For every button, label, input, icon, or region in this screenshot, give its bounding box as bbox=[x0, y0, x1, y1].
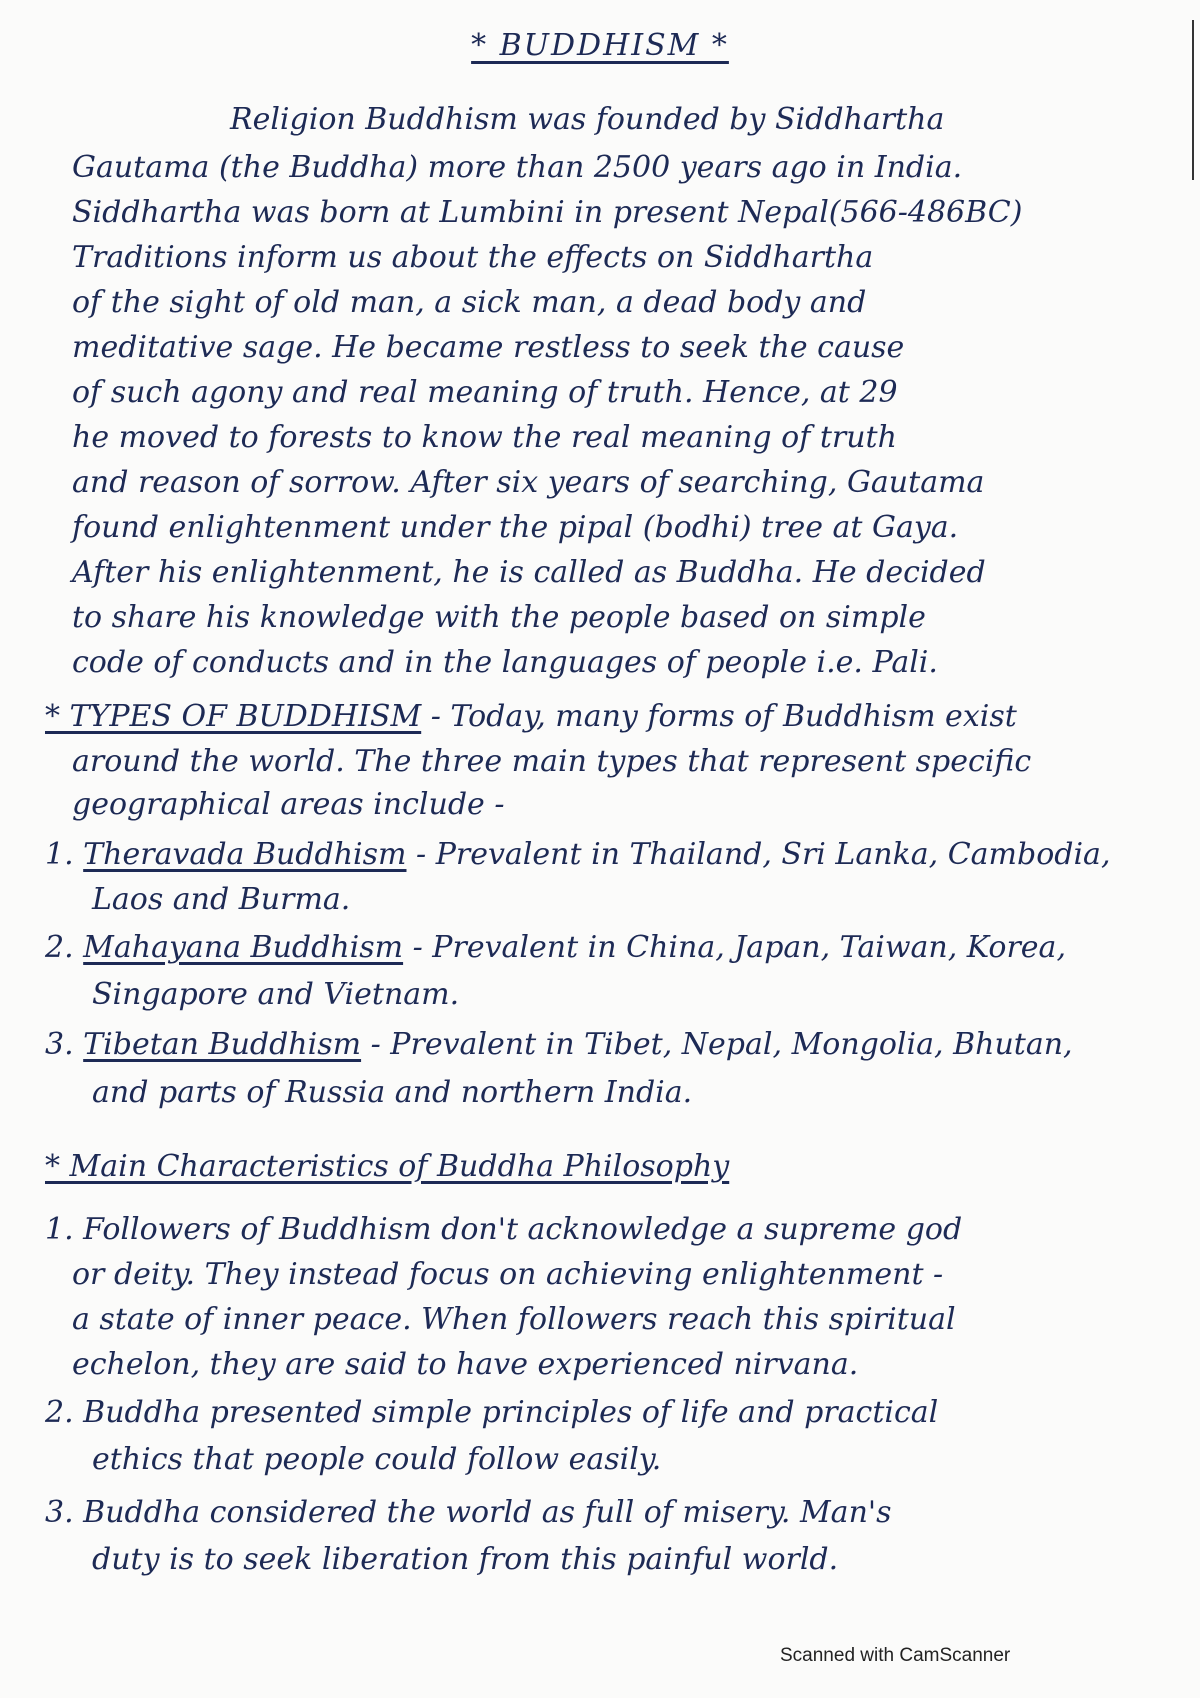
type-number: 1. bbox=[45, 837, 74, 872]
characteristic-line: 2. Buddha presented simple principles of life and practical bbox=[45, 1395, 939, 1430]
type-item bbox=[45, 928, 1125, 968]
type-name: Theravada Buddhism bbox=[83, 837, 407, 872]
type-item-cont: Singapore and Vietnam. bbox=[92, 977, 460, 1012]
characteristic-line: echelon, they are said to have experienced nirvana. bbox=[72, 1347, 859, 1382]
intro-line: to share his knowledge with the people based on simple bbox=[72, 600, 926, 635]
intro-line: he moved to forests to know the real meaning of truth bbox=[72, 420, 897, 455]
types-line: around the world. The three main types that represent specific bbox=[72, 744, 1032, 779]
intro-line: of such agony and real meaning of truth. Hence, at 29 bbox=[72, 375, 898, 410]
intro-line: Siddhartha was born at Lumbini in present Nepal(566-486BC) bbox=[72, 195, 1023, 230]
types-heading-line bbox=[45, 697, 1125, 737]
type-item-cont: and parts of Russia and northern India. bbox=[92, 1075, 693, 1110]
type-name: Tibetan Buddhism bbox=[83, 1027, 362, 1062]
intro-line: meditative sage. He became restless to seek the cause bbox=[72, 330, 905, 365]
intro-line: code of conducts and in the languages of people i.e. Pali. bbox=[72, 645, 938, 680]
type-item-cont: Laos and Burma. bbox=[92, 882, 351, 917]
intro-line: Traditions inform us about the effects on Siddhartha bbox=[72, 240, 874, 275]
characteristic-line: duty is to seek liberation from this painful world. bbox=[92, 1542, 839, 1577]
characteristic-line: or deity. They instead focus on achieving enlightenment - bbox=[72, 1257, 944, 1292]
type-text: - Prevalent in Tibet, Nepal, Mongolia, Bhutan, bbox=[361, 1027, 1073, 1062]
intro-line: and reason of sorrow. After six years of searching, Gautama bbox=[72, 465, 985, 500]
types-heading: * TYPES OF BUDDHISM bbox=[45, 699, 422, 734]
type-number: 2. bbox=[45, 930, 74, 965]
characteristics-heading: * Main Characteristics of Buddha Philosophy bbox=[45, 1149, 730, 1184]
type-number: 3. bbox=[45, 1027, 74, 1062]
intro-line: of the sight of old man, a sick man, a dead body and bbox=[72, 285, 867, 320]
page-title: * BUDDHISM * bbox=[471, 28, 729, 63]
intro-line: Gautama (the Buddha) more than 2500 years ago in India. bbox=[72, 150, 963, 185]
type-item bbox=[45, 1025, 1125, 1065]
type-name: Mahayana Buddhism bbox=[83, 930, 404, 965]
characteristic-line: 1. Followers of Buddhism don't acknowledge a supreme god bbox=[45, 1212, 963, 1247]
types-heading-rest: - Today, many forms of Buddhism exist bbox=[421, 699, 1017, 734]
type-text: - Prevalent in China, Japan, Taiwan, Korea, bbox=[403, 930, 1066, 965]
intro-line: found enlightenment under the pipal (bodhi) tree at Gaya. bbox=[72, 510, 959, 545]
types-line: geographical areas include - bbox=[72, 787, 505, 822]
intro-line: Religion Buddhism was founded by Siddhartha bbox=[230, 102, 945, 137]
intro-line: After his enlightenment, he is called as Buddha. He decided bbox=[72, 555, 986, 590]
characteristic-line: ethics that people could follow easily. bbox=[92, 1442, 662, 1477]
type-text: - Prevalent in Thailand, Sri Lanka, Cambodia, bbox=[406, 837, 1111, 872]
characteristic-line: 3. Buddha considered the world as full of misery. Man's bbox=[45, 1495, 892, 1530]
scanner-watermark: Scanned with CamScanner bbox=[780, 1645, 1011, 1666]
characteristic-line: a state of inner peace. When followers reach this spiritual bbox=[72, 1302, 956, 1337]
type-item bbox=[45, 835, 1125, 875]
